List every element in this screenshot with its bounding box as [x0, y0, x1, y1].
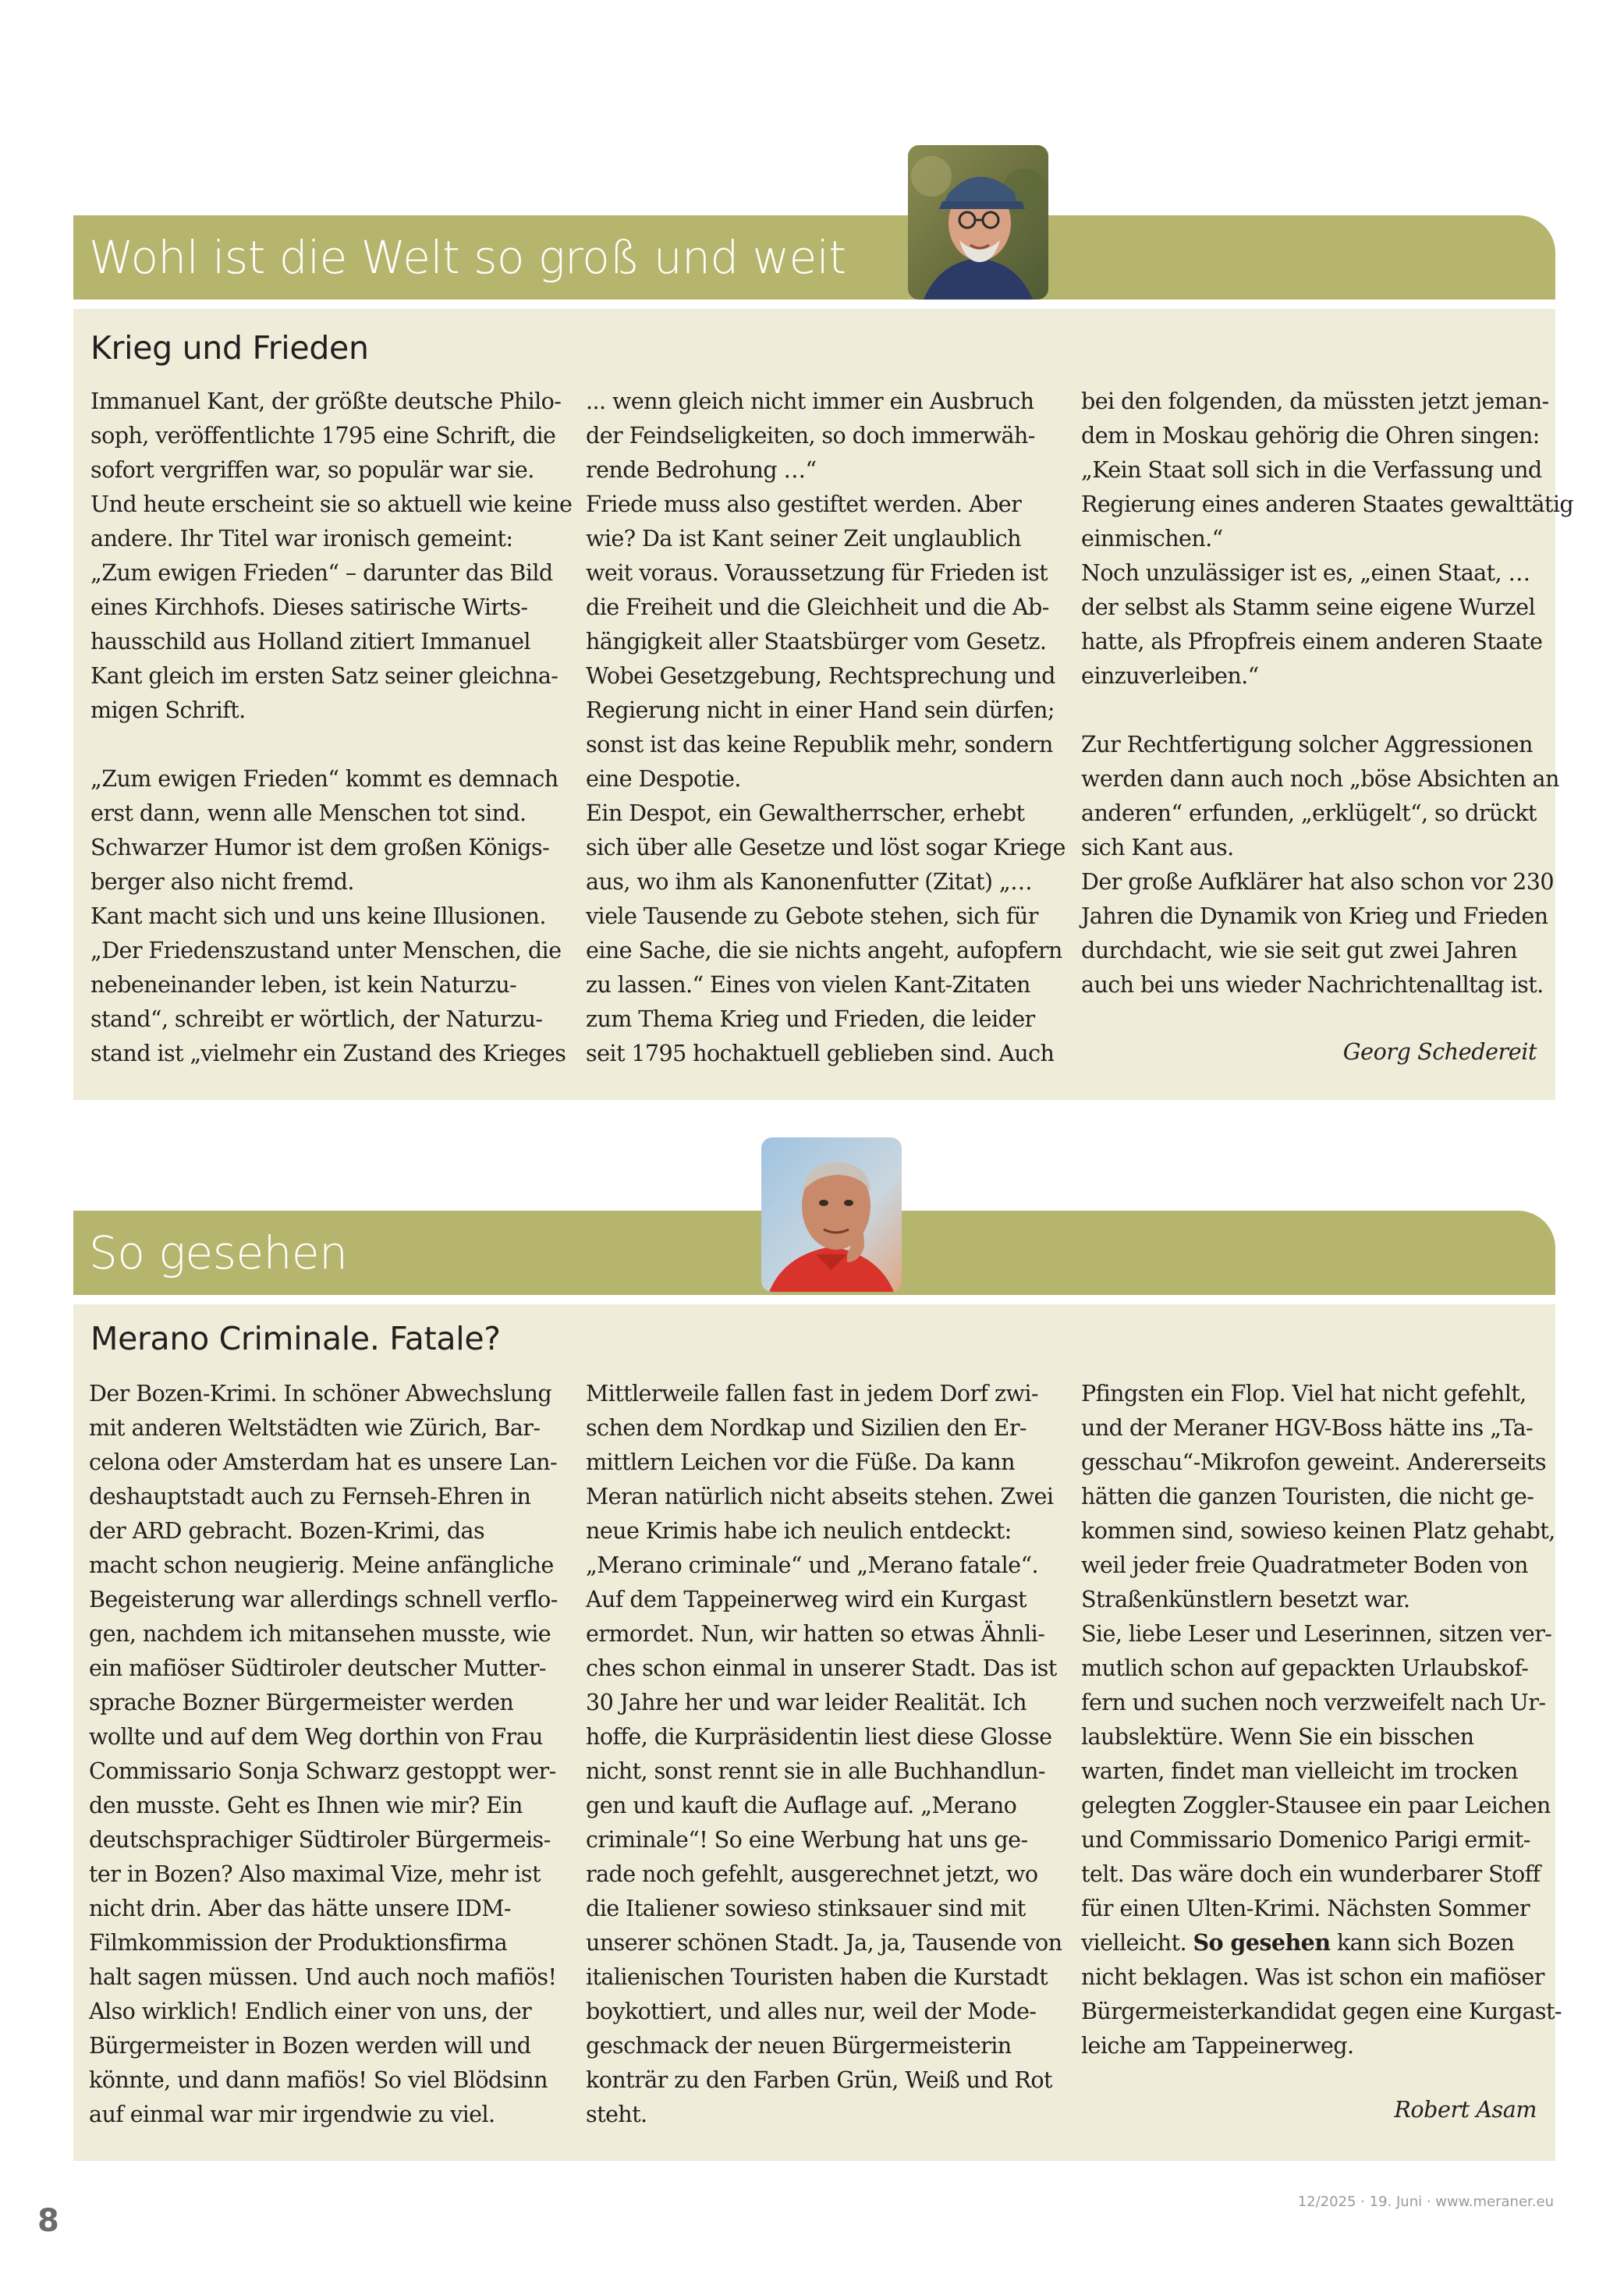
text-line: rade noch gefehlt, ausgerechnet jetzt, wo — [586, 1861, 1038, 1887]
text-line: eine Sache, die sie nichts angeht, aufopfern — [586, 937, 1062, 963]
text-line: sich Kant aus. — [1081, 834, 1234, 860]
text-line — [1081, 693, 1558, 727]
text-line: stand“, schreibt er wörtlich, der Naturzu- — [90, 1006, 543, 1032]
text-line: deutschsprachiger Südtiroler Bürgermeis- — [89, 1826, 551, 1853]
text-line: andere. Ihr Titel war ironisch gemeint: — [90, 525, 513, 552]
text-line: Bürgermeister in Bozen werden will und — [89, 2032, 531, 2059]
text-line: einmischen.“ — [1081, 525, 1223, 552]
text-line: den musste. Geht es Ihnen wie mir? Ein — [89, 1792, 523, 1818]
text-line: Mittlerweile fallen fast in jedem Dorf zwi- — [586, 1380, 1038, 1407]
text-line: warten, findet man vielleicht im trocken — [1081, 1758, 1518, 1784]
text-line: gen, nachdem ich mitansehen musste, wie — [89, 1620, 551, 1647]
text-line-tail: kann sich Bozen — [1336, 1929, 1515, 1956]
text-line: Bürgermeisterkandidat gegen eine Kurgast- — [1081, 1998, 1562, 2024]
text-line: berger also nicht fremd. — [90, 868, 354, 895]
text-line: gesschau“-Mikrofon geweint. Andererseits — [1081, 1449, 1546, 1475]
header-separator — [73, 1295, 1555, 1304]
text-line: ermordet. Nun, wir hatten so etwas Ähnli- — [586, 1620, 1045, 1647]
text-line: „Zum ewigen Frieden“ – darunter das Bild — [90, 559, 553, 586]
text-line: wie? Da ist Kant seiner Zeit unglaublich — [586, 525, 1021, 552]
text-line: erst dann, wenn alle Menschen tot sind. — [90, 800, 527, 826]
text-line: hängigkeit aller Staatsbürger vom Gesetz. — [586, 628, 1047, 655]
article-subtitle: Krieg und Frieden — [90, 329, 369, 367]
text-line: ter in Bozen? Also maximal Vize, mehr ist — [89, 1861, 541, 1887]
text-line: Wobei Gesetzgebung, Rechtsprechung und — [586, 662, 1055, 689]
article-column-3 — [1081, 1376, 1562, 2063]
article-column-1 — [89, 1376, 566, 2131]
text-line: zu lassen.“ Eines von vielen Kant-Zitaten — [586, 971, 1030, 998]
text-line: unserer schönen Stadt. Ja, ja, Tausende von — [586, 1929, 1062, 1956]
text-line: „Der Friedenszustand unter Menschen, die — [90, 937, 562, 963]
text-line: Begeisterung war allerdings schnell verflo- — [89, 1586, 558, 1612]
text-line: Regierung eines anderen Staates gewalttätig — [1081, 491, 1574, 517]
text-line: durchdacht, wie sie seit gut zwei Jahren — [1081, 937, 1517, 963]
text-line: Der Bozen-Krimi. In schöner Abwechslung — [89, 1380, 552, 1407]
text-line: Sie, liebe Leser und Leserinnen, sitzen ver- — [1081, 1620, 1552, 1647]
text-line: laubslektüre. Wenn Sie ein bisschen — [1081, 1723, 1474, 1750]
text-line: Also wirklich! Endlich einer von uns, der — [89, 1998, 532, 2024]
text-line: fern und suchen noch verzweifelt nach Ur- — [1081, 1689, 1546, 1715]
text-line: migen Schrift. — [90, 697, 246, 723]
text-line: schen dem Nordkap und Sizilien den Er- — [586, 1414, 1027, 1441]
text-line: eines Kirchhofs. Dieses satirische Wirts- — [90, 594, 528, 620]
text-line: Ein Despot, ein Gewaltherrscher, erhebt — [586, 800, 1025, 826]
text-line: Der große Aufklärer hat also schon vor 230 — [1081, 868, 1554, 895]
text-line: dem in Moskau gehörig die Ohren singen: — [1081, 422, 1540, 449]
article-column-1 — [90, 384, 573, 1070]
text-line: Friede muss also gestiftet werden. Aber — [586, 491, 1022, 517]
section-title: So gesehen — [89, 1226, 348, 1279]
text-line: anderen“ erfunden, „erklügelt“, so drückt — [1081, 800, 1537, 826]
text-line: nicht beklagen. Was ist schon ein mafiöser — [1081, 1964, 1544, 1990]
text-line: 30 Jahre her und war leider Realität. Ich — [586, 1689, 1027, 1715]
text-line: der ARD gebracht. Bozen-Krimi, das — [89, 1517, 485, 1544]
text-line: mittlern Leichen vor die Füße. Da kann — [586, 1449, 1015, 1475]
text-line: „Merano criminale“ und „Merano fatale“. — [586, 1552, 1038, 1578]
text-line: hoffe, die Kurpräsidentin liest diese Glosse — [586, 1723, 1052, 1750]
text-line: sich über alle Gesetze und löst sogar Kriege — [586, 834, 1066, 860]
text-line: bei den folgenden, da müssten jetzt jeman- — [1081, 388, 1549, 414]
text-line: weit voraus. Voraussetzung für Frieden ist — [586, 559, 1048, 586]
text-line: ein mafiöser Südtiroler deutscher Mutter- — [89, 1655, 546, 1681]
text-line: Auf dem Tappeinerweg wird ein Kurgast — [586, 1586, 1027, 1612]
text-line: Commissario Sonja Schwarz gestoppt wer- — [89, 1758, 556, 1784]
text-line: konträr zu den Farben Grün, Weiß und Rot — [586, 2066, 1052, 2093]
text-line: sonst ist das keine Republik mehr, sondern — [586, 731, 1053, 757]
author-name: Robert Asam — [1394, 2097, 1537, 2123]
text-line: steht. — [586, 2101, 647, 2127]
text-line: für einen Ulten-Krimi. Nächsten Sommer — [1081, 1895, 1530, 1921]
text-line: Regierung nicht in einer Hand sein dürfen; — [586, 697, 1055, 723]
text-line: hausschild aus Holland zitiert Immanuel — [90, 628, 530, 655]
text-line — [1081, 1925, 1558, 1960]
text-line: sprache Bozner Bürgermeister werden — [89, 1689, 514, 1715]
text-line: nebeneinander leben, ist kein Naturzu- — [90, 971, 517, 998]
text-line: Zur Rechtfertigung solcher Aggressionen — [1081, 731, 1533, 757]
text-line: nicht drin. Aber das hätte unsere IDM- — [89, 1895, 511, 1921]
author-name: Georg Schedereit — [1342, 1039, 1537, 1065]
text-line — [90, 727, 568, 761]
text-line: macht schon neugierig. Meine anfängliche — [89, 1552, 554, 1578]
text-line: auf einmal war mir irgendwie zu viel. — [89, 2101, 495, 2127]
text-line: Straßenkünstlern besetzt war. — [1081, 1586, 1410, 1612]
text-line: weil jeder freie Quadratmeter Boden von — [1081, 1552, 1528, 1578]
text-line: gen und kauft die Auflage auf. „Merano — [586, 1792, 1017, 1818]
text-line-head: vielleicht. — [1081, 1929, 1186, 1956]
text-line: der selbst als Stamm seine eigene Wurzel — [1081, 594, 1536, 620]
text-line: die Italiener sowieso stinksauer sind mit — [586, 1895, 1026, 1921]
text-line: boykottiert, und alles nur, weil der Mode- — [586, 1998, 1037, 2024]
article-column-2 — [586, 384, 1066, 1070]
text-line: sofort vergriffen war, so populär war sie. — [90, 456, 534, 483]
text-line: hatte, als Pfropfreis einem anderen Staate — [1081, 628, 1543, 655]
text-line: Meran natürlich nicht abseits stehen. Zwei — [586, 1483, 1054, 1509]
text-line: eine Despotie. — [586, 765, 741, 792]
text-line: rende Bedrohung …“ — [586, 456, 817, 483]
issue-info: 12/2025 · 19. Juni · www.meraner.eu — [1297, 2194, 1554, 2210]
text-line: seit 1795 hochaktuell geblieben sind. Auch — [586, 1040, 1055, 1066]
page-number: 8 — [37, 2203, 59, 2239]
text-line: Kant gleich im ersten Satz seiner gleichna- — [90, 662, 558, 689]
author-photo-schedereit — [908, 145, 1048, 300]
article-panel — [73, 309, 1574, 1100]
text-line: deshauptstadt auch zu Fernseh-Ehren in — [89, 1483, 531, 1509]
text-line: ... wenn gleich nicht immer ein Ausbruch — [586, 388, 1034, 414]
text-line: einzuverleiben.“ — [1081, 662, 1259, 689]
text-line: und der Meraner HGV-Boss hätte ins „Ta- — [1081, 1414, 1534, 1441]
text-line: nicht, sonst rennt sie in alle Buchhandlun- — [586, 1758, 1045, 1784]
article-subtitle: Merano Criminale. Fatale? — [90, 1320, 501, 1357]
text-line: zum Thema Krieg und Frieden, die leider — [586, 1006, 1035, 1032]
article-column-2 — [586, 1376, 1063, 2131]
article-panel — [73, 1304, 1562, 2161]
text-line: Filmkommission der Produktionsfirma — [89, 1929, 508, 1956]
text-line: Schwarzer Humor ist dem großen Königs- — [90, 834, 550, 860]
text-line: Pfingsten ein Flop. Viel hat nicht gefehlt, — [1081, 1380, 1526, 1407]
text-line: aus, wo ihm als Kanonenfutter (Zitat) „… — [586, 868, 1033, 895]
article-column-3 — [1081, 384, 1574, 1002]
text-line: Noch unzulässiger ist es, „einen Staat, … — [1081, 559, 1530, 586]
text-line: italienischen Touristen haben die Kurstadt — [586, 1964, 1048, 1990]
text-line: ches schon einmal in unserer Stadt. Das ist — [586, 1655, 1057, 1681]
text-line: die Freiheit und die Gleichheit und die Ab- — [586, 594, 1049, 620]
text-line: Und heute erscheint sie so aktuell wie keine — [90, 491, 573, 517]
text-line: auch bei uns wieder Nachrichtenalltag ist. — [1081, 971, 1544, 998]
text-line: mit anderen Weltstädten wie Zürich, Bar- — [89, 1414, 541, 1441]
text-line: viele Tausende zu Gebote stehen, sich für — [586, 903, 1038, 929]
text-line: Immanuel Kant, der größte deutsche Philo- — [90, 388, 562, 414]
header-separator — [73, 300, 1555, 309]
author-photo-asam — [761, 1137, 902, 1292]
text-line: criminale“! So eine Werbung hat uns ge- — [586, 1826, 1028, 1853]
text-line: mutlich schon auf gepackten Urlaubskof- — [1081, 1655, 1529, 1681]
text-line: der Feindseligkeiten, so doch immerwäh- — [586, 422, 1035, 449]
text-line: hätten die ganzen Touristen, die nicht ge- — [1081, 1483, 1534, 1509]
bold-phrase: So gesehen — [1193, 1929, 1331, 1956]
text-line: geschmack der neuen Bürgermeisterin — [586, 2032, 1012, 2059]
text-line: neue Krimis habe ich neulich entdeckt: — [586, 1517, 1012, 1544]
text-line: kommen sind, sowieso keinen Platz gehabt, — [1081, 1517, 1555, 1544]
text-line: gelegten Zoggler-Stausee ein paar Leichen — [1081, 1792, 1551, 1818]
text-line: Kant macht sich und uns keine Illusionen. — [90, 903, 546, 929]
section-header-bar — [73, 215, 1555, 300]
text-line: soph, veröffentlichte 1795 eine Schrift, die — [90, 422, 556, 449]
text-line: halt sagen müssen. Und auch noch mafiös! — [89, 1964, 557, 1990]
text-line: leiche am Tappeinerweg. — [1081, 2032, 1354, 2059]
text-line: Jahren die Dynamik von Krieg und Frieden — [1081, 903, 1548, 929]
text-line: telt. Das wäre doch ein wunderbarer Stoff — [1081, 1861, 1541, 1887]
section-title: Wohl ist die Welt so groß und weit — [89, 231, 846, 284]
text-line: „Kein Staat soll sich in die Verfassung und — [1081, 456, 1542, 483]
text-line: celona oder Amsterdam hat es unsere Lan- — [89, 1449, 558, 1475]
text-line: stand ist „vielmehr ein Zustand des Krieges — [90, 1040, 566, 1066]
text-line: „Zum ewigen Frieden“ kommt es demnach — [90, 765, 558, 792]
text-line: und Commissario Domenico Parigi ermit- — [1081, 1826, 1530, 1853]
text-line: wollte und auf dem Weg dorthin von Frau — [89, 1723, 543, 1750]
text-line: werden dann auch noch „böse Absichten an — [1081, 765, 1559, 792]
text-line: könnte, und dann mafiös! So viel Blödsinn — [89, 2066, 548, 2093]
